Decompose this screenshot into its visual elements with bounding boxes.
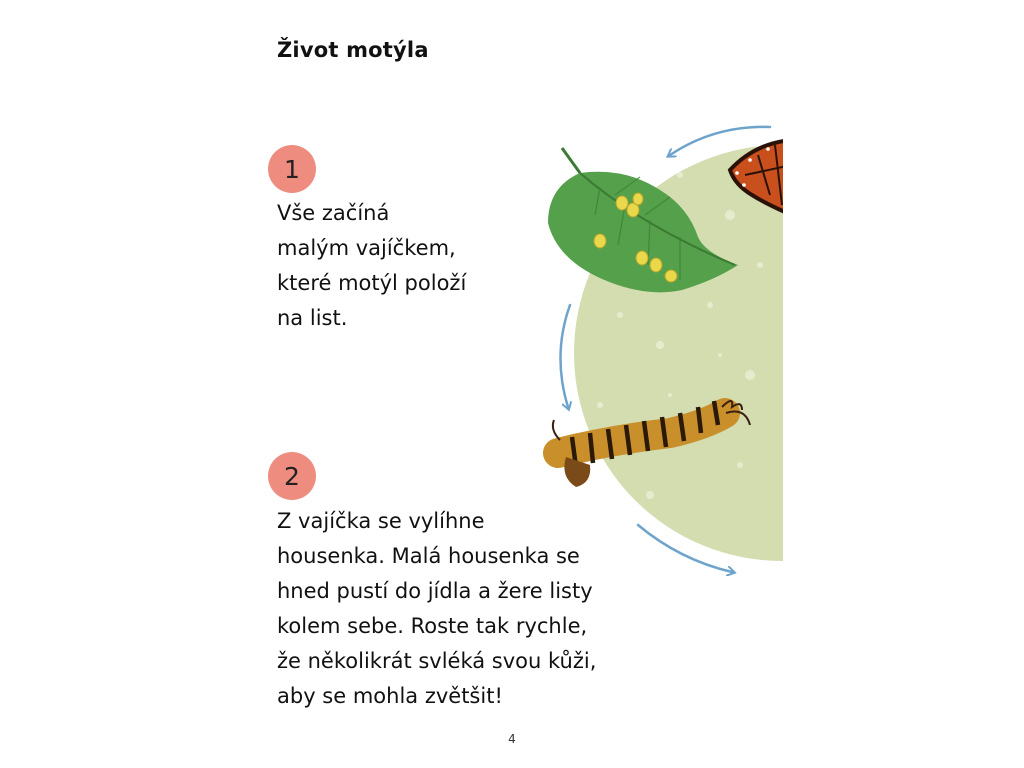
step-text-1 <box>277 196 466 336</box>
step-1-line: malým vajíčkem, <box>277 236 456 260</box>
step-1-line: Vše začíná <box>277 201 390 225</box>
step-2-line: hned pustí do jídla a žere listy <box>277 579 593 603</box>
step-2-line: kolem sebe. Roste tak rychle, <box>277 614 588 638</box>
step-2-line: Z vajíčka se vylíhne <box>277 509 485 533</box>
step-1-line: na list. <box>277 306 348 330</box>
step-2-line: aby se mohla zvětšit! <box>277 684 503 708</box>
step-2-line: housenka. Malá housenka se <box>277 544 580 568</box>
step-badge-2: 2 <box>268 452 316 500</box>
page-number: 4 <box>508 732 516 746</box>
life-cycle-illustration <box>530 115 790 585</box>
page-title: Život motýla <box>277 38 429 62</box>
step-badge-1: 1 <box>268 145 316 193</box>
step-2-line: že několikrát svléká svou kůži, <box>277 649 597 673</box>
step-1-line: které motýl položí <box>277 271 467 295</box>
